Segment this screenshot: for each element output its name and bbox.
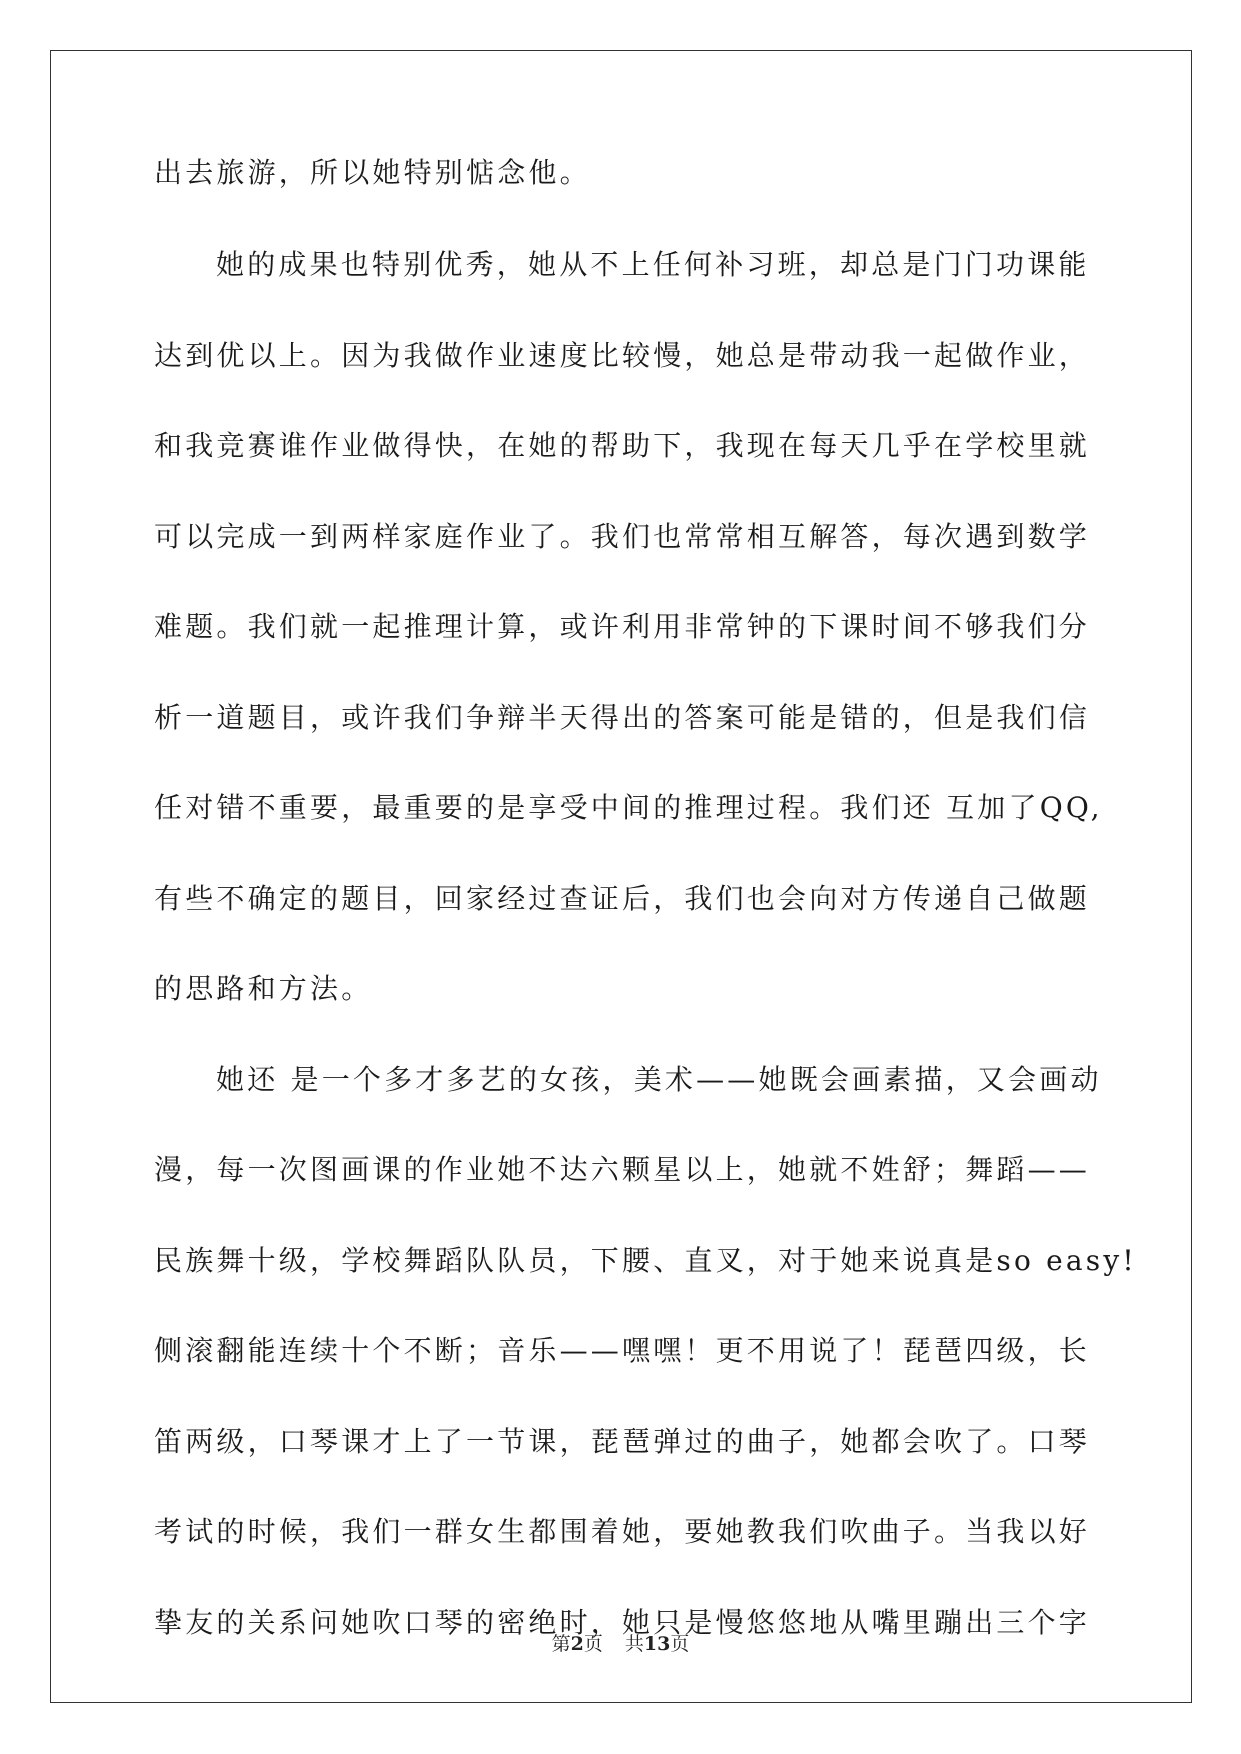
text-line: 难题。我们就一起推理计算，或许利用非常钟的下课时间不够我们分 bbox=[154, 610, 1091, 643]
text-line: 达到优以上。因为我做作业速度比较慢，她总是带动我一起做作业， bbox=[154, 339, 1091, 372]
text-line: 民族舞十级，学校舞蹈队队员，下腰、直叉，对于她来说真是so easy! bbox=[154, 1244, 1137, 1277]
total-prefix: 共 bbox=[624, 1633, 644, 1655]
paragraph-start-line: 她的成果也特别优秀，她从不上任何补习班，却总是门门功课能 bbox=[216, 248, 1090, 281]
paragraph-start-line: 她还 是一个多才多艺的女孩，美术——她既会画素描，又会画动 bbox=[216, 1063, 1102, 1096]
text-line: 挚友的关系问她吹口琴的密绝时，她只是慢悠悠地从嘴里蹦出三个字 bbox=[154, 1606, 1091, 1639]
text-line: 和我竞赛谁作业做得快，在她的帮助下，我现在每天几乎在学校里就 bbox=[154, 429, 1091, 462]
total-suffix: 页 bbox=[670, 1633, 690, 1655]
text-line: 析一道题目，或许我们争辩半天得出的答案可能是错的，但是我们信 bbox=[154, 701, 1091, 734]
text-line: 的思路和方法。 bbox=[154, 972, 373, 1005]
page-footer bbox=[0, 1632, 1241, 1656]
page-number: 2 bbox=[570, 1633, 584, 1655]
text-line: 考试的时候，我们一群女生都围着她，要她教我们吹曲子。当我以好 bbox=[154, 1515, 1091, 1548]
text-line: 侧滚翻能连续十个不断；音乐——嘿嘿！更不用说了！琵琶四级，长 bbox=[154, 1334, 1091, 1367]
text-line: 有些不确定的题目，回家经过查证后，我们也会向对方传递自己做题 bbox=[154, 882, 1091, 915]
text-line: 出去旅游，所以她特别惦念他。 bbox=[154, 156, 591, 189]
text-line: 笛两级，口琴课才上了一节课，琵琶弹过的曲子，她都会吹了。口琴 bbox=[154, 1425, 1091, 1458]
total-pages: 13 bbox=[643, 1633, 671, 1655]
text-line: 任对错不重要，最重要的是享受中间的推理过程。我们还 互加了QQ, bbox=[154, 791, 1103, 824]
text-line: 可以完成一到两样家庭作业了。我们也常常相互解答，每次遇到数学 bbox=[154, 520, 1091, 553]
text-line: 漫，每一次图画课的作业她不达六颗星以上，她就不姓舒；舞蹈—— bbox=[154, 1153, 1091, 1186]
page-prefix: 第 bbox=[551, 1633, 571, 1655]
page-suffix: 页 bbox=[583, 1633, 603, 1655]
